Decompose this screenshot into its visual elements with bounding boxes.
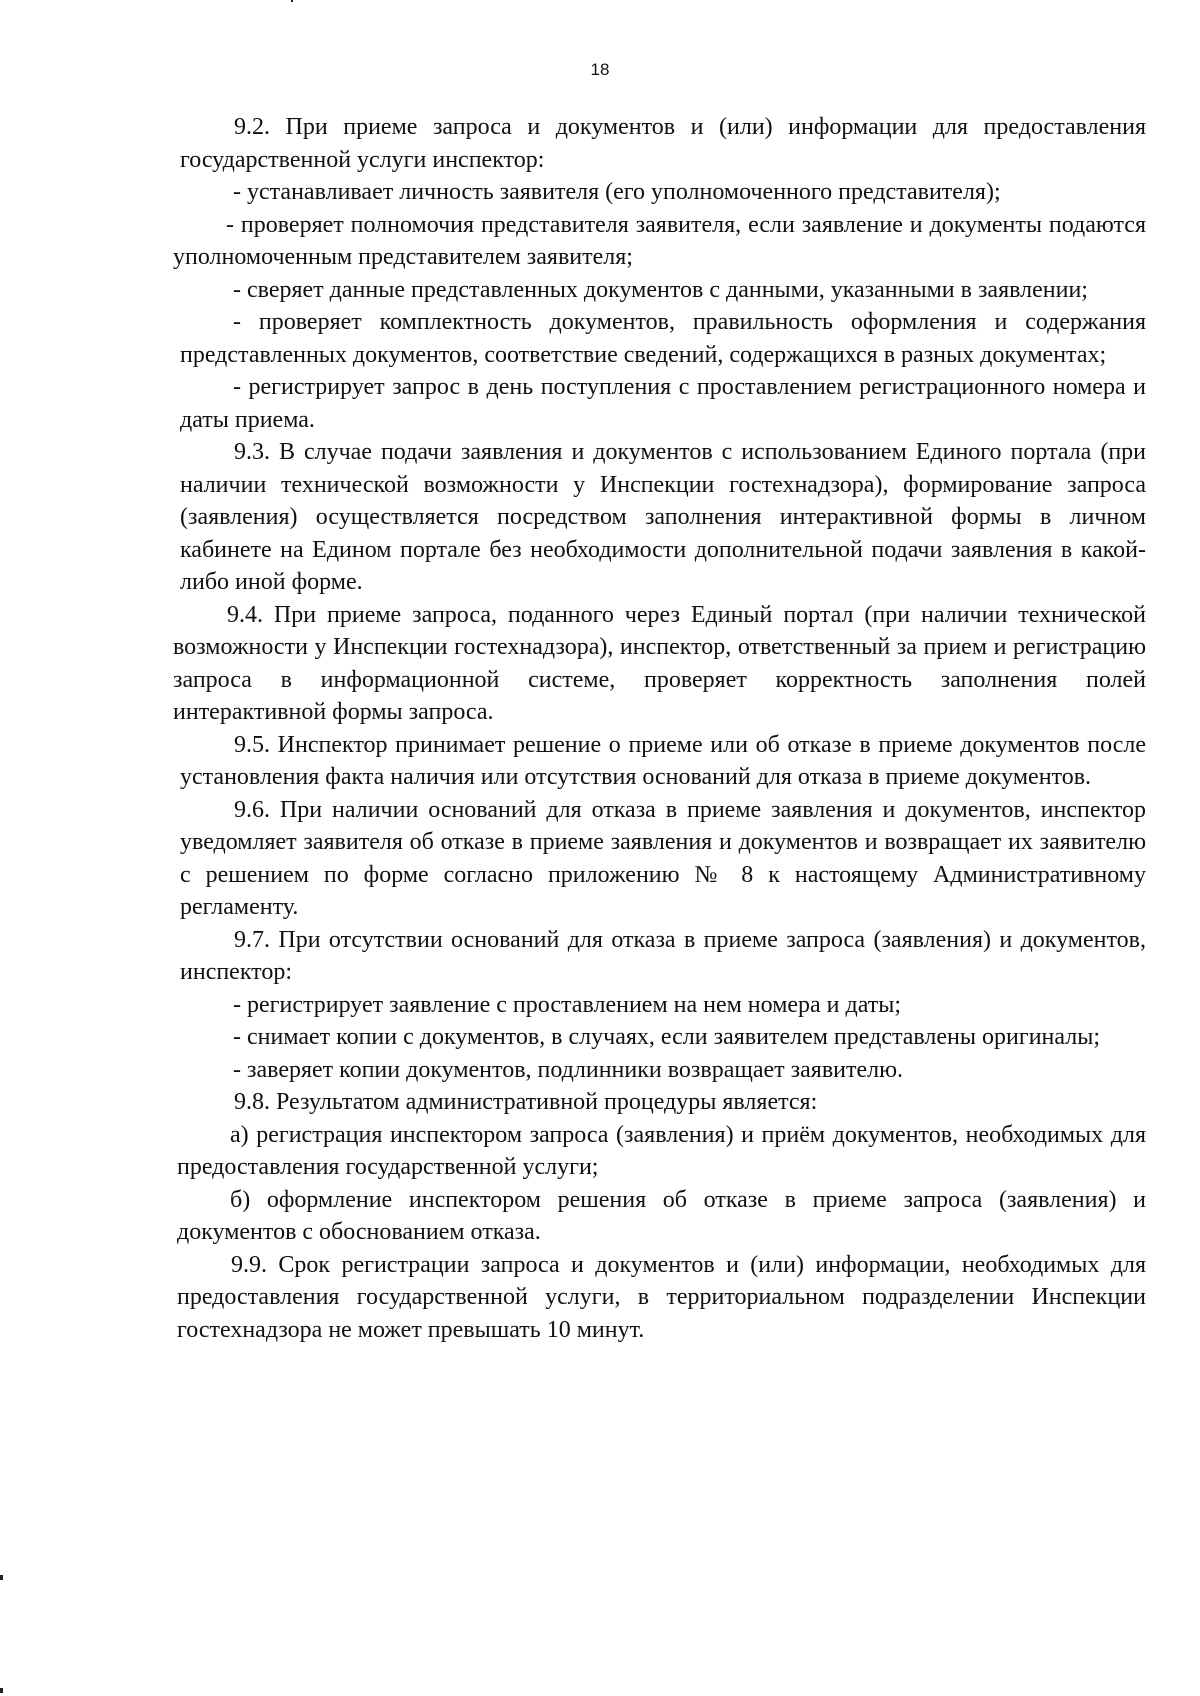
paragraph-9-5: 9.5. Инспектор принимает решение о приеме или об отказе в приеме документов после установления факта наличия или отсутствия оснований для отказа в приеме документов. <box>180 731 1146 790</box>
paragraph-9-9: 9.9. Срок регистрации запроса и документов и (или) информации, необходимых для предоставления государственной услуги, в территориальном подразделении Инспекции гостехнадзора не может превышать 10 минут. <box>177 1251 1146 1343</box>
list-item-register: - регистрирует запрос в день поступления с проставлением регистрационного номера и даты приема. <box>180 374 1146 433</box>
scan-mark-top <box>291 0 293 2</box>
list-item-verify-data: - сверяет данные представленных документов с данными, указанными в заявлении; <box>233 276 1088 303</box>
paragraph-9-2: 9.2. При приеме запроса и документов и (или) информации для предоставления государственной услуги инспектор: <box>180 114 1146 173</box>
document-body <box>173 111 1146 1346</box>
list-item-certify: - заверяет копии документов, подлинники возвращает заявителю. <box>233 1056 904 1083</box>
list-item-register-application: - регистрирует заявление с проставлением на нем номера и даты; <box>233 991 902 1018</box>
scan-mark-left-bottom <box>0 1688 3 1693</box>
list-item-result-b: б) оформление инспектором решения об отказе в приеме запроса (заявления) и документов с обоснованием отказа. <box>177 1186 1146 1245</box>
paragraph-9-3: 9.3. В случае подачи заявления и документов с использованием Единого портала (при наличии технической возможности у Инспекции гостехнадзора), формирование запроса (заявления) осуществляется посредством заполнения интерактивной формы в личном кабинете на Едином портале без необходимости дополнительной подачи заявления в какой-либо иной форме. <box>180 439 1146 595</box>
paragraph-9-4: 9.4. При приеме запроса, поданного через Единый портал (при наличии технической возможности у Инспекции гостехнадзора), инспектор, ответственный за прием и регистрацию запроса в информационной системе, проверяет корректность заполнения полей интерактивной формы запроса. <box>173 601 1146 725</box>
list-item-copies: - снимает копии с документов, в случаях, если заявителем представлены оригиналы; <box>233 1024 1101 1050</box>
paragraph-9-6: 9.6. При наличии оснований для отказа в приеме заявления и документов, инспектор уведомляет заявителя об отказе в приеме заявления и документов и возвращает их заявителю с решением по форме согласно приложению № 8 к настоящему Административному регламенту. <box>180 796 1146 920</box>
list-item-authority: - проверяет полномочия представителя заявителя, если заявление и документы подаются уполномоченным представителем заявителя; <box>173 211 1146 270</box>
paragraph-9-8: 9.8. Результатом административной процедуры является: <box>234 1089 818 1115</box>
page-number: 18 <box>590 60 610 79</box>
scan-mark-left <box>0 1575 3 1580</box>
list-item-completeness: - проверяет комплектность документов, правильность оформления и содержания представленных документов, соответствие сведений, содержащихся в разных документах; <box>180 309 1146 368</box>
paragraph-9-7: 9.7. При отсутствии оснований для отказа в приеме запроса (заявления) и документов, инспектор: <box>180 926 1146 985</box>
list-item-identity: - устанавливает личность заявителя (его уполномоченного представителя); <box>233 179 1001 205</box>
list-item-result-a: а) регистрация инспектором запроса (заявления) и приём документов, необходимых для предоставления государственной услуги; <box>177 1121 1146 1180</box>
